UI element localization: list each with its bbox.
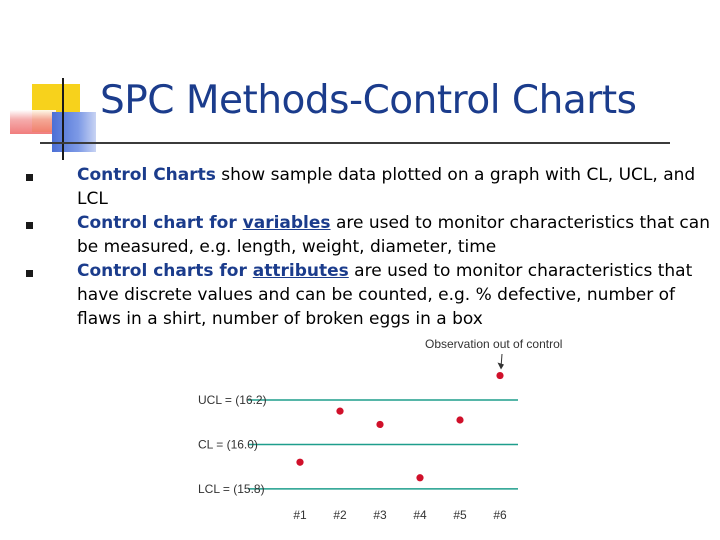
bullet-text: Control chart for bbox=[77, 213, 243, 233]
bullet-text: variables bbox=[242, 213, 331, 233]
bullet-text: show sample data plotted on a graph with CL, UCL, and LCL bbox=[77, 165, 696, 209]
square-bullet-icon bbox=[26, 270, 33, 277]
bullet-item bbox=[22, 259, 712, 331]
bullet-text: Control Charts bbox=[77, 165, 216, 185]
bullet-text: Control charts for bbox=[77, 261, 253, 281]
data-point bbox=[496, 372, 503, 379]
data-point bbox=[296, 459, 303, 466]
control-limit-label: UCL = (16.2) bbox=[198, 393, 267, 407]
decor-blue-square bbox=[52, 112, 96, 152]
bullet-text: are used to monitor characteristics that have discrete values and can be counted, e.g. % defective, number of flaws in a shirt, number of broken eggs in a box bbox=[77, 261, 693, 329]
x-tick-label: #1 bbox=[293, 508, 307, 522]
title-underline bbox=[40, 142, 670, 144]
control-limit-label: LCL = (15.8) bbox=[198, 481, 265, 496]
bullet-item bbox=[22, 211, 712, 259]
x-tick-label: #5 bbox=[453, 508, 467, 522]
control-limit-label: CL = (16.0) bbox=[198, 437, 258, 452]
x-tick-label: #2 bbox=[333, 508, 347, 522]
decor-vertical-line bbox=[62, 78, 64, 160]
bullet-item bbox=[22, 163, 712, 211]
annotation-arrowhead bbox=[498, 363, 505, 370]
data-point bbox=[416, 474, 423, 481]
bullet-list bbox=[22, 163, 712, 331]
bullet-text: are used to monitor characteristics that can be measured, e.g. length, weight, diameter, time bbox=[77, 213, 710, 257]
x-tick-label: #3 bbox=[373, 508, 387, 522]
x-tick-label: #4 bbox=[413, 508, 427, 522]
control-chart-svg bbox=[190, 330, 563, 530]
slide-title: SPC Methods-Control Charts bbox=[100, 78, 637, 123]
square-bullet-icon bbox=[26, 174, 33, 181]
data-point bbox=[336, 408, 343, 415]
x-tick-label: #6 bbox=[493, 508, 507, 522]
decor-red-square bbox=[10, 110, 56, 134]
annotation-label: Observation out of control bbox=[425, 337, 563, 351]
data-point bbox=[456, 416, 463, 423]
square-bullet-icon bbox=[26, 222, 33, 229]
control-chart bbox=[190, 330, 563, 530]
data-point bbox=[376, 421, 383, 428]
bullet-text: attributes bbox=[252, 261, 349, 281]
